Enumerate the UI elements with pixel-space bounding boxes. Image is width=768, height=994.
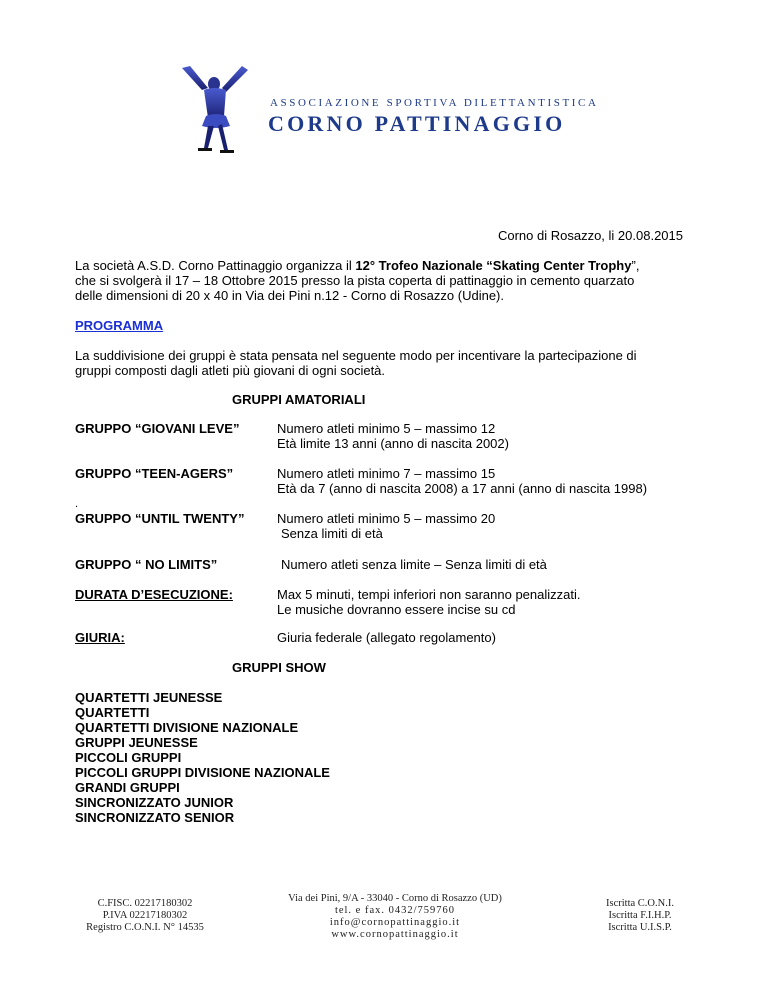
footer-left — [70, 898, 220, 934]
footer-uisp: Iscritta U.I.S.P. — [608, 922, 672, 933]
footer-cf: C.FISC. 02217180302 — [97, 898, 193, 909]
footer-email[interactable]: info@cornopattinaggio.it — [329, 917, 461, 928]
skater-logo-icon — [168, 62, 258, 162]
group-name: GRUPPO “TEEN-AGERS” — [75, 466, 234, 481]
group-line-1: Numero atleti minimo 5 – massimo 20 — [277, 511, 496, 526]
trophy-name: 12° Trofeo Nazionale “Skating Center Trophy — [355, 258, 632, 273]
group-line-1: Numero atleti minimo 5 – massimo 12 — [277, 421, 496, 436]
group-line-1: Numero atleti minimo 7 – massimo 15 — [277, 466, 496, 481]
footer-center — [270, 893, 520, 941]
description-line-2: gruppi composti dagli atleti più giovani di ogni società. — [75, 363, 386, 378]
show-item: GRUPPI JEUNESSE — [75, 735, 198, 750]
show-item: PICCOLI GRUPPI DIVISIONE NAZIONALE — [75, 765, 330, 780]
footer-piva: P.IVA 02217180302 — [102, 910, 188, 921]
show-item: SINCRONIZZATO SENIOR — [75, 810, 235, 825]
intro-text: La società A.S.D. Corno Pattinaggio organizza il — [75, 258, 356, 273]
giuria-value: Giuria federale (allegato regolamento) — [277, 630, 496, 645]
org-name: CORNO PATTINAGGIO — [268, 111, 566, 136]
group-line-2: Età limite 13 anni (anno di nascita 2002) — [277, 436, 509, 451]
footer-right — [585, 898, 695, 934]
show-item: QUARTETTI — [75, 705, 150, 720]
show-item: QUARTETTI DIVISIONE NAZIONALE — [75, 720, 299, 735]
show-list — [75, 690, 330, 825]
footer-address: Via dei Pini, 9/A - 33040 - Corno di Rosazzo (UD) — [288, 893, 502, 904]
show-heading: GRUPPI SHOW — [232, 660, 326, 675]
intro-line-1 — [75, 258, 639, 274]
show-item: QUARTETTI JEUNESSE — [75, 690, 223, 705]
group-line-2: Età da 7 (anno di nascita 2008) a 17 anni (anno di nascita 1998) — [277, 481, 648, 496]
org-subtitle: ASSOCIAZIONE SPORTIVA DILETTANTISTICA — [270, 97, 599, 109]
intro-line-2: che si svolgerà il 17 – 18 Ottobre 2015 presso la pista coperta di pattinaggio in cemento quarzato — [75, 273, 635, 288]
programma-link[interactable]: PROGRAMMA — [75, 318, 164, 333]
durata-line-1: Max 5 minuti, tempi inferiori non saranno penalizzati. — [277, 587, 581, 602]
footer-website[interactable]: www.cornopattinaggio.it — [331, 929, 459, 940]
durata-line-2: Le musiche dovranno essere incise su cd — [277, 602, 516, 617]
footer-phone: tel. e fax. 0432/759760 — [334, 905, 456, 916]
group-name: GRUPPO “UNTIL TWENTY” — [75, 511, 245, 526]
intro-punct: ”, — [631, 258, 640, 273]
date-line: Corno di Rosazzo, li 20.08.2015 — [497, 228, 683, 243]
durata-label: DURATA D’ESECUZIONE: — [75, 587, 233, 602]
description-line-1: La suddivisione dei gruppi è stata pensata nel seguente modo per incentivare la partecipazione di — [75, 348, 637, 363]
footer-registro: Registro C.O.N.I. N° 14535 — [86, 922, 204, 933]
show-item: GRANDI GRUPPI — [75, 780, 180, 795]
stray-dot: . — [75, 498, 79, 510]
giuria-label: GIURIA: — [75, 630, 125, 645]
footer-fihp: Iscritta F.I.H.P. — [608, 910, 672, 921]
intro-line-3: delle dimensioni di 20 x 40 in Via dei Pini n.12 - Corno di Rosazzo (Udine). — [75, 288, 504, 303]
group-name: GRUPPO “GIOVANI LEVE” — [75, 421, 240, 436]
amatoriali-heading: GRUPPI AMATORIALI — [232, 392, 366, 407]
group-line-2: Senza limiti di età — [281, 526, 383, 541]
show-item: SINCRONIZZATO JUNIOR — [75, 795, 234, 810]
group-line-1: Numero atleti senza limite – Senza limiti di età — [281, 557, 547, 572]
show-item: PICCOLI GRUPPI — [75, 750, 182, 765]
group-name: GRUPPO “ NO LIMITS” — [75, 557, 218, 572]
footer-coni: Iscritta C.O.N.I. — [606, 898, 674, 909]
